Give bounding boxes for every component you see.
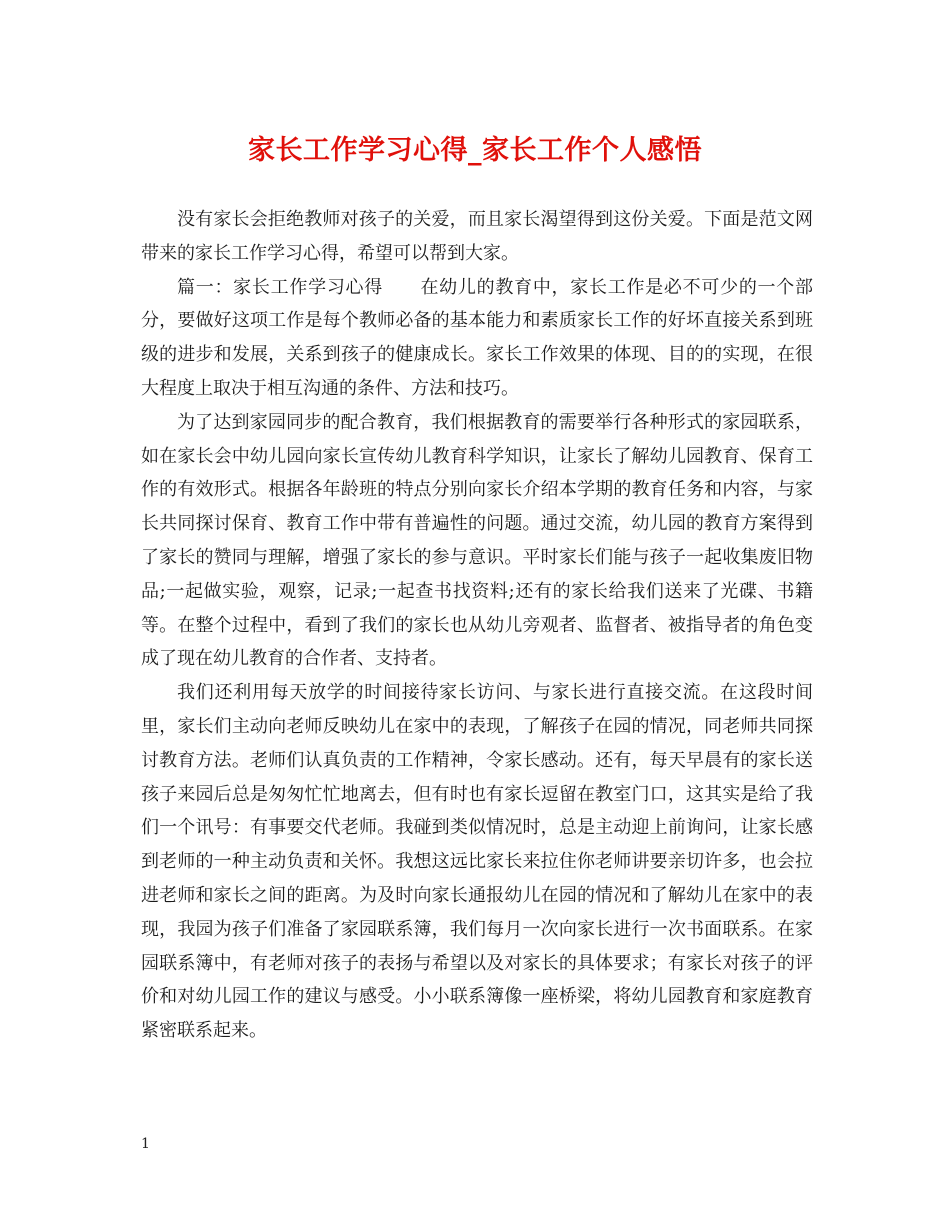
paragraph-home-school-cooperation: 为了达到家园同步的配合教育，我们根据教育的需要举行各种形式的家园联系，如在家长会中幼儿园向家长宣传幼儿教育科学知识，让家长了解幼儿园教育、保育工作的有效形式。根据各年龄班的特点分别向家长介绍本学期的教育任务和内容，与家长共同探讨保育、教育工作中带有普遍性的问题。通过交流，幼儿园的教育方案得到了家长的赞同与理解，增强了家长的参与意识。平时家长们能与孩子一起收集废旧物品;一起做实验，观察，记录;一起查书找资料;还有的家长给我们送来了光碟、书籍等。在整个过程中，看到了我们的家长也从幼儿旁观者、监督者、被指导者的角色变成了现在幼儿教育的合作者、支持者。 xyxy=(141,411,813,670)
paragraph-intro: 没有家长会拒绝教师对孩子的关爱，而且家长渴望得到这份关爱。下面是范文网带来的家长工作学习心得，希望可以帮到大家。 xyxy=(141,209,813,264)
page-number: 1 xyxy=(141,1136,150,1152)
paragraph-daily-communication: 我们还利用每天放学的时间接待家长访问、与家长进行直接交流。在这段时间里，家长们主动向老师反映幼儿在家中的表现，了解孩子在园的情况，同老师共同探讨教育方法。老师们认真负责的工作精神，令家长感动。还有，每天早晨有的家长送孩子来园后总是匆匆忙忙地离去，但有时也有家长逗留在教室门口，这其实是给了我们一个讯号：有事要交代老师。我碰到类似情况时，总是主动迎上前询问，让家长感到老师的一种主动负责和关怀。我想这远比家长来拉住你老师讲要亲切许多，也会拉进老师和家长之间的距离。为及时向家长通报幼儿在园的情况和了解幼儿在家中的表现，我园为孩子们准备了家园联系簿，我们每月一次向家长进行一次书面联系。在家园联系簿中，有老师对孩子的表扬与希望以及对家长的具体要求；有家长对孩子的评价和对幼儿园工作的建议与感受。小小联系簿像一座桥梁，将幼儿园教育和家庭教育紧密联系起来。 xyxy=(141,682,813,1042)
document-title: 家长工作学习心得_家长工作个人感悟 xyxy=(248,135,702,166)
paragraph-section-one: 篇一：家长工作学习心得 在幼儿的教育中，家长工作是必不可少的一个部分，要做好这项工作是每个教师必备的基本能力和素质家长工作的好坏直接关系到班级的进步和发展，关系到孩子的健康成长。家长工作效果的体现、目的的实现，在很大程度上取决于相互沟通的条件、方法和技巧。 xyxy=(141,276,813,399)
document-body xyxy=(141,203,813,1048)
